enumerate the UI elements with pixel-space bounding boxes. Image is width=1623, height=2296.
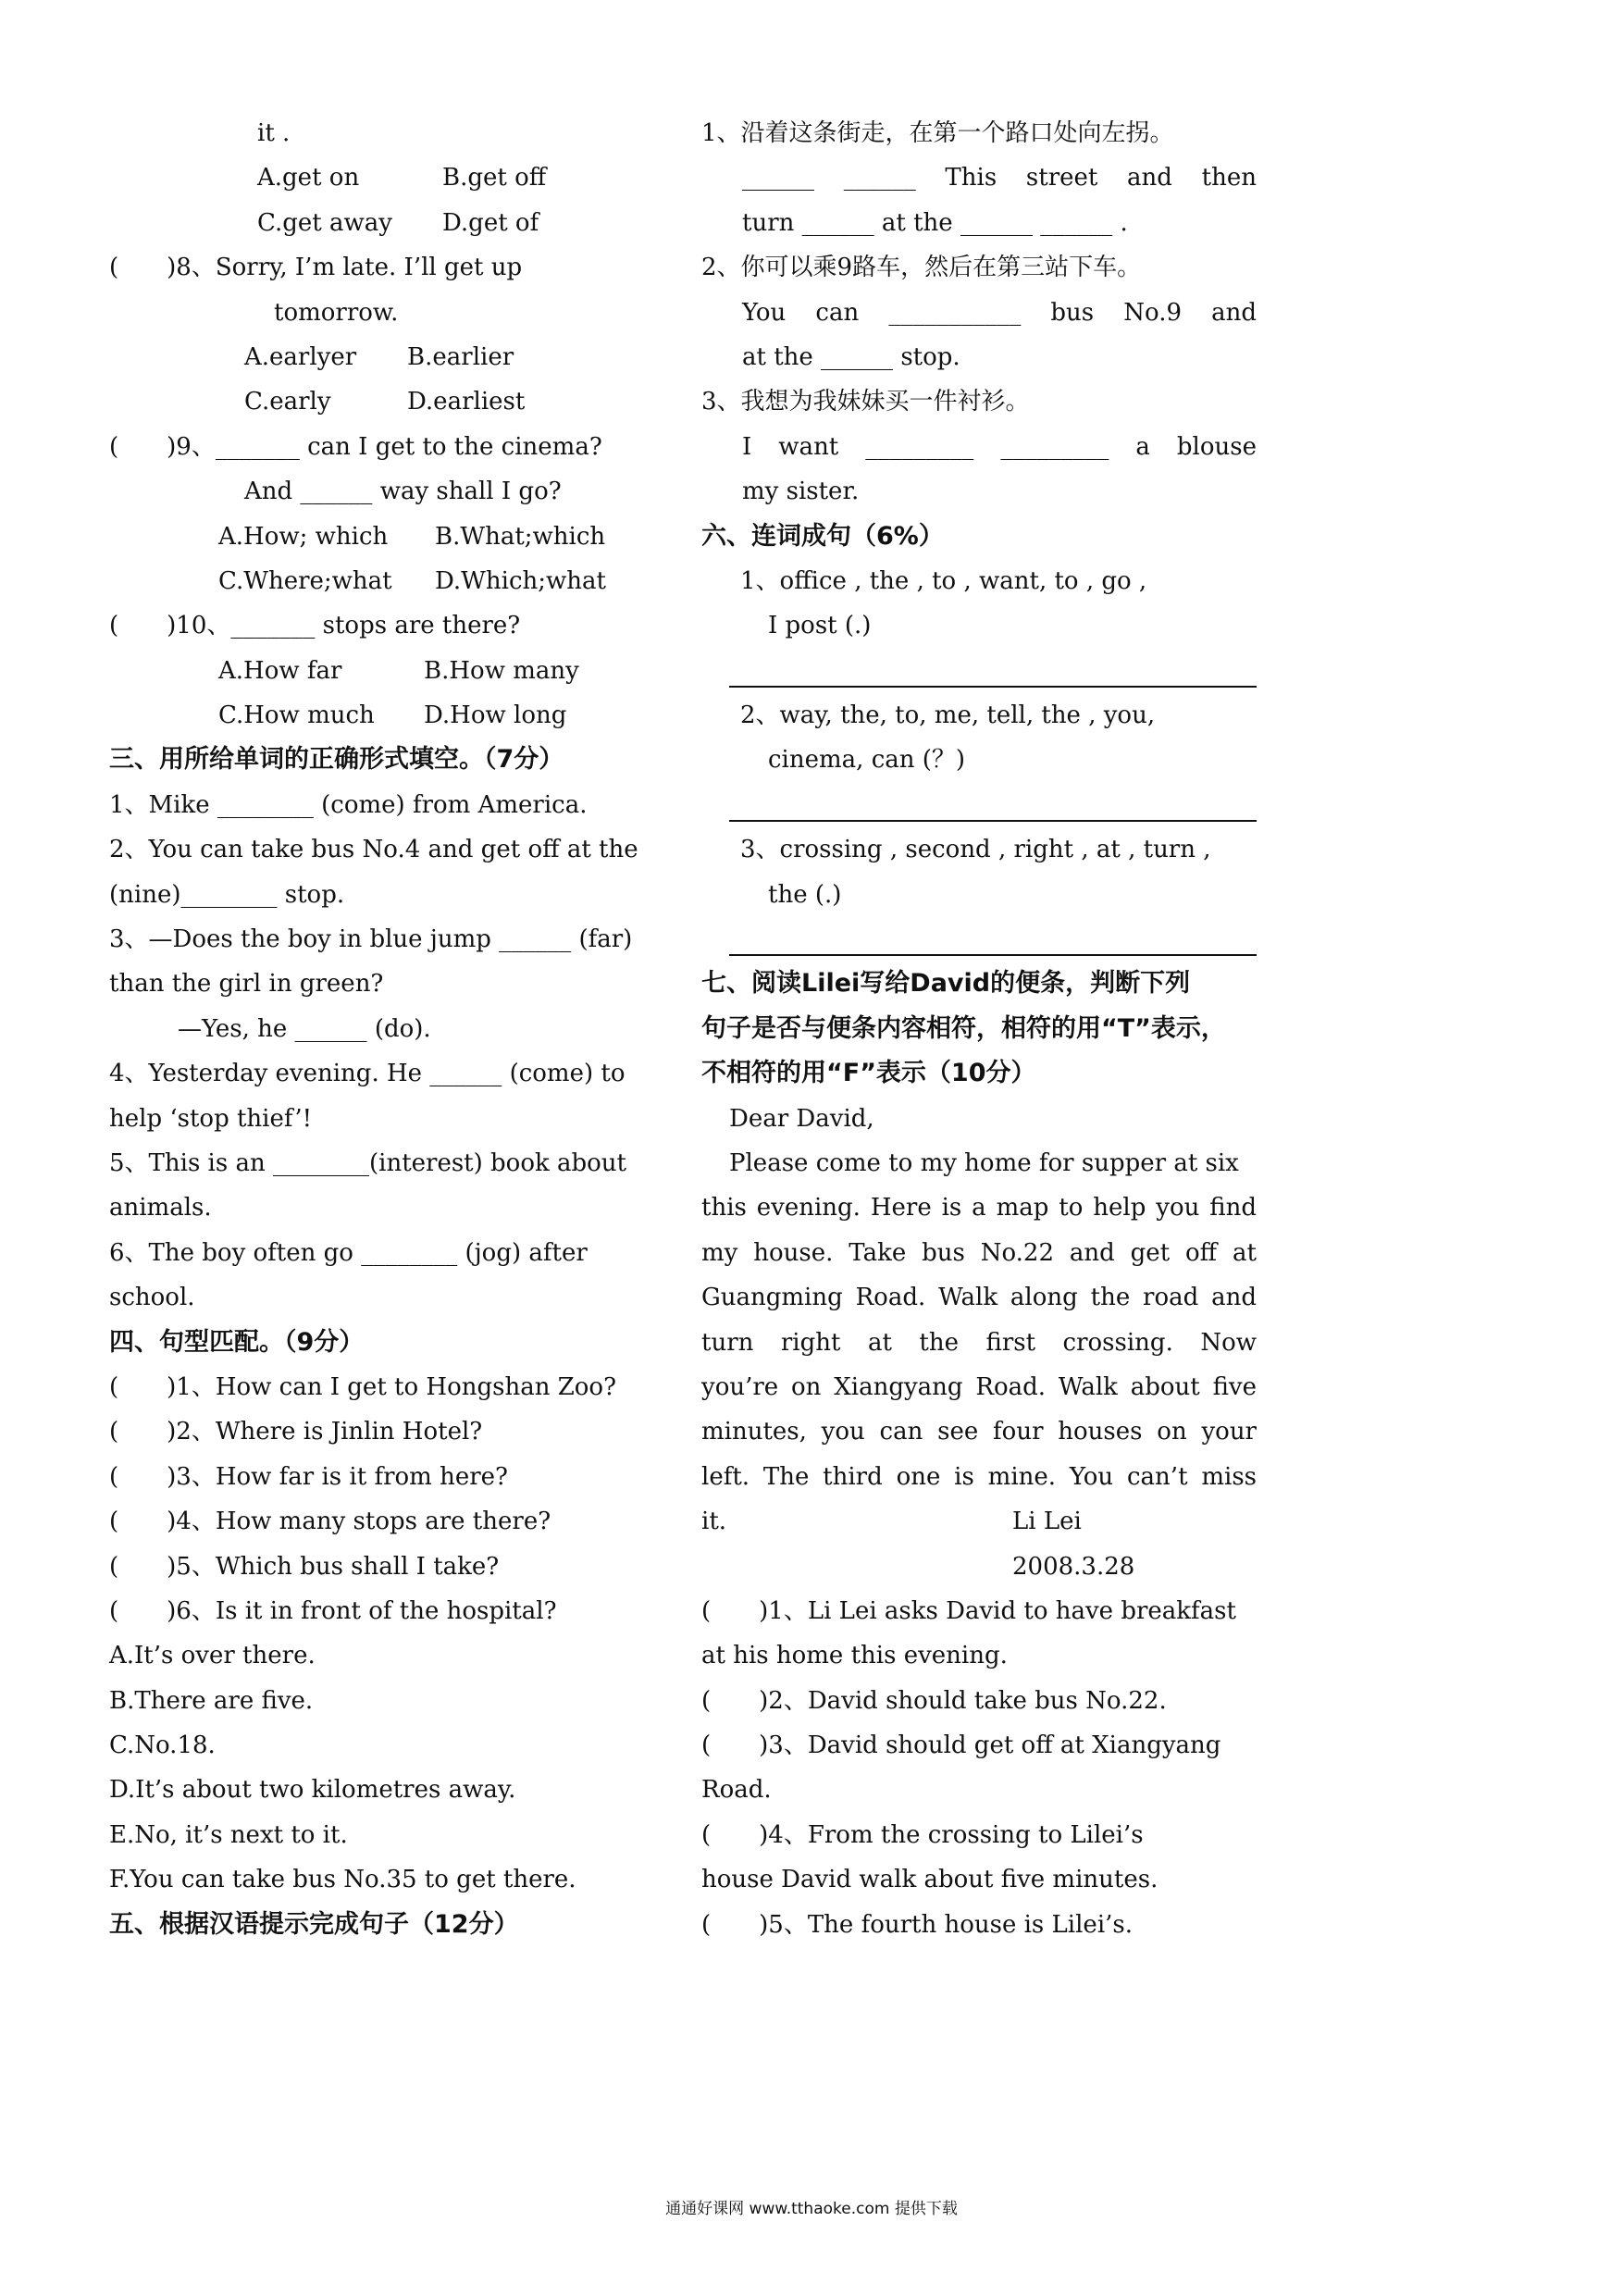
sec4-answer-f: F.You can take bus No.35 to get there. [109,1866,576,1894]
section4-title: 四、句型匹配。（9分） [109,1327,365,1357]
q10-option-d: D.How long [424,701,567,730]
sec6-item2-answer-row [701,783,1257,827]
sec3-line-1: 1、Mike ________ (come) from America. [109,790,588,819]
right-column [701,111,1257,1947]
section6-title: 六、连词成句（6%） [701,521,944,551]
sec4-answer-d: D.It’s about two kilometres away. [109,1776,516,1805]
sec7-line-1: ( )1、Li Lei asks David to have breakfast [701,1596,1236,1625]
sec4-question-4: ( )4、How many stops are there? [109,1508,551,1536]
q10-option-a: A.How far [218,656,342,685]
q10-option-c: C.How much [218,701,375,730]
section7-title-1: 七、阅读Lilei写给David的便条，判断下列 [701,969,1191,999]
q9-option-b: B.What;which [435,522,606,551]
q10-question: ( )10、_______ stops are there? [109,612,521,640]
sec3-line-10: animals. [109,1194,212,1222]
letter-closing-row [701,1499,1257,1544]
letter-line-2: this evening. Here is a map to help you find [701,1194,1257,1222]
sec4-question-5: ( )5、Which bus shall I take? [109,1552,500,1581]
sec6-item1-line2: I post (.) [768,612,872,640]
sec4-question-1: ( )1、How can I get to Hongshan Zoo? [109,1372,617,1401]
letter-signature: Li Lei [1012,1508,1082,1536]
sec5-item1-en-2: turn ______ at the ______ ______ . [742,208,1128,237]
section7-title-3: 不相符的用“F”表示（10分） [701,1059,1036,1088]
q8-option-d: D.earliest [407,388,526,416]
q7-options-row1 [109,155,664,200]
sec7-line-7: house David walk about five minutes. [701,1866,1158,1894]
q8-question: ( )8、Sorry, I’m late. I’ll get up [109,254,523,282]
section7-title-2: 句子是否与便条内容相符，相符的用“T”表示， [701,1013,1226,1043]
sec6-item1-line1: 1、office , the , to , want, to , go , [740,566,1147,595]
q10-options-row1 [109,649,664,693]
sec6-item2-line2: cinema, can (？) [768,746,966,775]
sec4-answer-b: B.There are five. [109,1686,314,1715]
q8-option-a: A.earlyer [244,342,357,371]
q7-option-b: B.get off [442,164,547,192]
letter-date: 2008.3.28 [1012,1552,1135,1581]
sec3-line-8: help ‘stop thief’! [109,1104,313,1133]
letter-greeting: Dear David, [729,1104,874,1133]
q7-option-a: A.get on [257,164,360,192]
sec4-answer-e: E.No, it’s next to it. [109,1820,348,1849]
sec3-line-12: school. [109,1284,195,1312]
sec5-item1-en-1: ______ ______ This street and then [742,164,1257,192]
sec3-line-6: —Yes, he ______ (do). [178,1014,431,1043]
section5-title: 五、根据汉语提示完成句子（12分） [109,1909,519,1939]
sec7-line-2: at his home this evening. [701,1642,1008,1670]
q8-options-row2 [109,379,664,424]
q7-option-c: C.get away [257,208,392,237]
page-footer: 通通好课网 www.tthaoke.com 提供下载 [665,2200,958,2218]
sec4-question-3: ( )3、How far is it from here? [109,1462,508,1491]
sec5-item3-cn: 3、我想为我妹妹买一件衬衫。 [701,388,1030,416]
sec6-item2-line1: 2、way, the, to, me, tell, the , you, [740,701,1156,730]
sec3-line-2: 2、You can take bus No.4 and get off at the [109,836,638,864]
left-column [109,111,664,1947]
letter-last-line: it. [701,1508,727,1536]
letter-line-4: Guangming Road. Walk along the road and [701,1284,1257,1312]
q8-options-row1 [109,335,664,379]
letter-line-7: minutes, you can see four houses on your [701,1418,1257,1446]
q8-option-c: C.early [244,388,331,416]
sec6-item3-answer-row [701,917,1257,962]
sec3-line-11: 6、The boy often go ________ (jog) after [109,1238,588,1267]
sec3-line-4: 3、—Does the boy in blue jump ______ (far) [109,925,633,954]
letter-line-5: turn right at the first crossing. Now [701,1328,1257,1357]
sec5-item2-en-1: You can ___________ bus No.9 and [742,298,1257,327]
section3-title: 三、用所给单词的正确形式填空。（7分） [109,745,564,775]
sec7-line-6: ( )4、From the crossing to Lilei’s [701,1820,1144,1849]
q9-continuation: And ______ way shall I go? [244,478,562,506]
q9-option-d: D.Which;what [435,566,606,595]
letter-line-3: my house. Take bus No.22 and get off at [701,1238,1257,1267]
sec5-item1-cn: 1、沿着这条街走，在第一个路口处向左拐。 [701,119,1174,147]
sec5-item2-cn: 2、你可以乘9路车，然后在第三站下车。 [701,254,1142,282]
sec7-line-5: Road. [701,1776,772,1805]
sec6-item1-answer-row [701,649,1257,693]
q9-options-row1 [109,515,664,559]
q9-options-row2 [109,559,664,603]
sec3-line-3: (nine)________ stop. [109,880,345,909]
q7-options-row2 [109,201,664,245]
answer-line[interactable] [729,820,1257,822]
q10-options-row2 [109,693,664,738]
answer-line[interactable] [729,954,1257,956]
q9-option-a: A.How; which [218,522,389,551]
q8-option-b: B.earlier [407,342,514,371]
sec7-line-3: ( )2、David should take bus No.22. [701,1686,1167,1715]
q9-question: ( )9、_______ can I get to the cinema? [109,432,602,461]
sec4-question-2: ( )2、Where is Jinlin Hotel? [109,1418,483,1446]
sec4-question-6: ( )6、Is it in front of the hospital? [109,1596,557,1625]
sec3-line-7: 4、Yesterday evening. He ______ (come) to [109,1060,626,1088]
sec6-item3-line1: 3、crossing , second , right , at , turn , [740,836,1211,864]
sec7-line-4: ( )3、David should get off at Xiangyang [701,1731,1221,1760]
sec3-line-9: 5、This is an ________(interest) book about [109,1148,626,1177]
q9-option-c: C.Where;what [218,566,392,595]
sec6-item3-line2: the (.) [768,880,842,909]
sec5-item3-en-1: I want _________ _________ a blouse [742,432,1257,461]
sec4-answer-a: A.It’s over there. [109,1642,316,1670]
sec3-line-5: than the girl in green? [109,970,384,999]
sec7-line-8: ( )5、The fourth house is Lilei’s. [701,1910,1134,1939]
letter-line-8: left. The third one is mine. You can’t miss [701,1462,1257,1491]
sec5-item3-en-2: my sister. [742,478,860,506]
q8-continuation: tomorrow. [274,298,399,327]
q7-option-d: D.get of [442,208,539,237]
letter-line-1: Please come to my home for supper at six [729,1148,1239,1177]
answer-line[interactable] [729,686,1257,688]
q7-tail: it . [257,119,291,147]
letter-line-6: you’re on Xiangyang Road. Walk about five [701,1372,1257,1401]
q10-option-b: B.How many [424,656,579,685]
sec4-answer-c: C.No.18. [109,1731,216,1760]
sec5-item2-en-2: at the ______ stop. [742,342,960,371]
